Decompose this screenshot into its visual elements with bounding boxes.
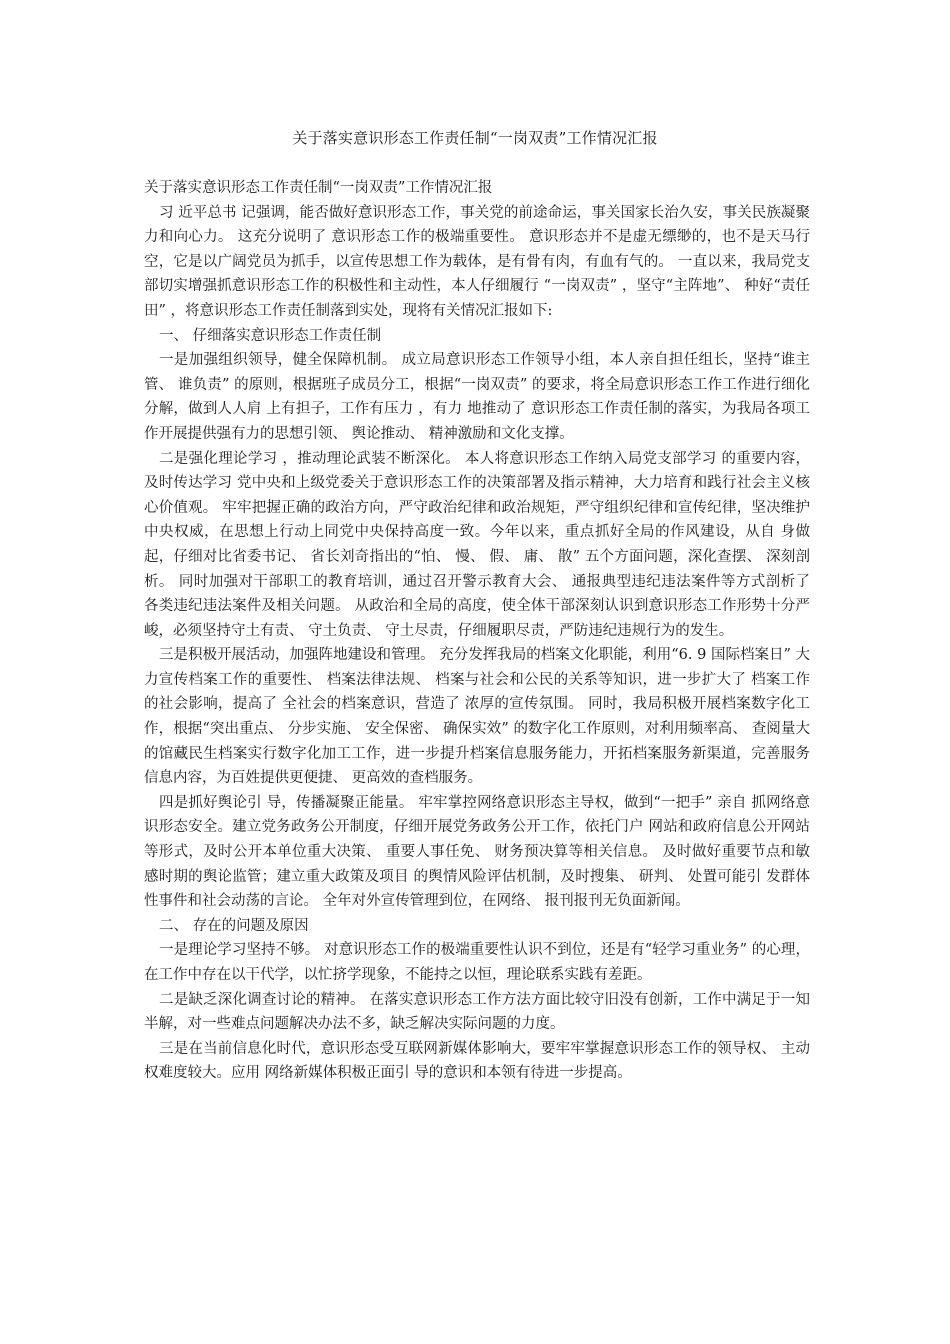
body-paragraph: 习 近平总书 记强调，能否做好意识形态工作，事关党的前途命运，事关国家长治久安，事关民族凝聚力和向心力。 这充分说明了 意识形态工作的极端重要性。 意识形态并不是虚无缥缈的，也不是天马行空，它是以广阔党员为抓手，以宣传思想工作为载体，是有骨有肉，有血有气的。 一直以来，我局党支部切实增强抓意识形态工作的积极性和主动性，本人仔细履行 “一岗双责” ，坚守“主阵地”、 种好“责任田” ，将意识形态工作责任制落到实处，现将有关情况汇报如下: [144,204,810,319]
body-paragraph: 四是抓好舆论引 导，传播凝聚正能量。 牢牢掌控网络意识形态主导权，做到“一把手” 亲自 抓网络意识形态安全。建立党务政务公开制度，仔细开展党务政务公开工作，依托门户 网站和政府信息公开网站等形式，及时公开本单位重大决策、 重要人事任免、 财务预决算等相关信息。 及时做好重要节点和敏感时期的舆论监管；建立重大政策及项目 的舆情风险评估机制，及时搜集、 研判、 处置可能引 发群体性事件和社会动荡的言论。 全年对外宣传管理到位，在网络、 报刊报刊无负面新闻。 [144,794,810,910]
document-body [144,176,810,1086]
body-paragraph: 三是在当前信息化时代，意识形态受互联网新媒体影响大，要牢牢掌握意识形态工作的领导权、 主动权难度较大。应用 网络新媒体积极正面引 导的意识和本领有待进一步提高。 [144,1040,810,1082]
body-paragraph: 三是积极开展活动，加强阵地建设和管理。 充分发挥我局的档案文化职能，利用“6. 9 国际档案日” 大力宣传档案工作的重要性、 档案法律法规、 档案与社会和公民的关系等知识，进一步扩大了 档案工作的社会影响，提高了 全社会的档案意识，营造了 浓厚的宣传氛围。 同时，我局积极开展档案数字化工作，根据“突出重点、 分步实施、 安全保密、 确保实效” 的数字化工作原则，对利用频率高、 查阅量大的馆藏民生档案实行数字化加工工作，进一步提升档案信息服务能力，开拓档案服务新渠道，完善服务信息内容，为百姓提供更便捷、 更高效的查档服务。 [144,647,810,787]
body-paragraph: 二是缺乏深化调查讨论的精神。 在落实意识形态工作方法方面比较守旧没有创新，工作中满足于一知半解，对一些难点问题解决办法不多，缺乏解决实际问题的力度。 [144,991,810,1033]
body-paragraph: 一是理论学习坚持不够。 对意识形态工作的极端重要性认识不到位，还是有“轻学习重业务” 的心理，在工作中存在以干代学，以忙挤学现象，不能持之以恒，理论联系实践有差距。 [144,942,810,983]
body-paragraph: 二、 存在的问题及原因 [159,917,309,934]
body-paragraph: 二是强化理论学习 ，推动理论武装不断深化。 本人将意识形态工作纳入局党支部学习 的重要内容，及时传达学习 党中央和上级党委关于意识形态工作的决策部署及指示精神，大力培育和践行社会主义核心价值观。 牢牢把握正确的政治方向，严守政治纪律和政治规矩，严守组织纪律和宣传纪律，坚决维护中央权威，在思想上行动上同党中央保持高度一致。今年以来，重点抓好全局的作风建设，从自 身做起，仔细对比省委书记、 省长刘奇指出的“怕、 慢、 假、 庸、 散” 五个方面问题，深化查摆、 深刻剖析。 同时加强对干部职工的教育培训，通过召开警示教育大会、 通报典型违纪违法案件等方式剖析了 各类违纪违法案件及相关问题。 从政治和全局的高度，使全体干部深刻认识到意识形态工作形势十分严峻，必须坚持守土有责、 守土负责、 守土尽责，仔细履职尽责，严防违纪违规行为的发生。 [144,450,810,639]
document-title: 关于落实意识形态工作责任制“一岗双责”工作情况汇报 [292,129,658,147]
body-paragraph: 一、 仔细落实意识形态工作责任制 [159,327,382,344]
body-paragraph: 一是加强组织领导，健全保障机制。 成立局意识形态工作领导小组，本人亲自担任组长，坚持“谁主管、 谁负责” 的原则，根据班子成员分工，根据“一岗双责” 的要求，将全局意识形态工作工作进行细化分解，做到人人肩 上有担子，工作有压力 ，有力 地推动了 意识形态工作责任制的落实，为我局各项工作开展提供强有力的思想引领、 舆论推动、 精神激励和文化支撑。 [144,352,810,442]
body-heading-line: 关于落实意识形态工作责任制“一岗双责”工作情况汇报 [144,180,493,196]
